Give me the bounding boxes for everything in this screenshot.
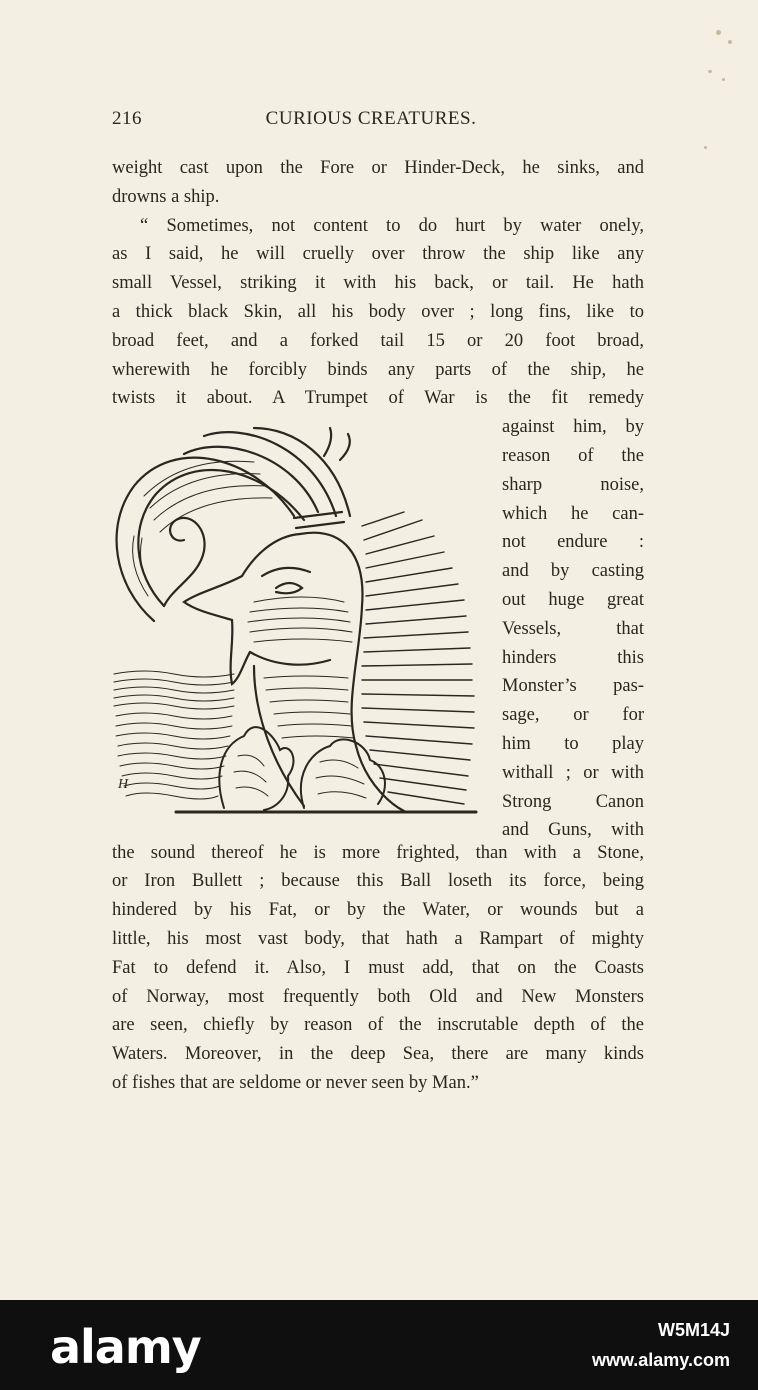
monster-fins xyxy=(219,727,385,810)
text-line: broad feet, and a forked tail 15 or 20 foot broad, xyxy=(112,330,644,351)
side-line: hinders this xyxy=(502,647,644,668)
side-line: Vessels, that xyxy=(502,618,644,639)
foxing-spot xyxy=(722,78,725,81)
text-line: of fishes that are seldome or never seen by Man.” xyxy=(112,1073,479,1093)
side-line: and Guns, with xyxy=(502,820,644,841)
image-id: W5M14J xyxy=(657,1320,730,1340)
foxing-spot xyxy=(716,30,721,35)
side-line: reason of the xyxy=(502,446,644,466)
site-url: www.alamy.com xyxy=(591,1350,730,1370)
side-line: and by casting xyxy=(502,561,644,582)
engraving-drawing xyxy=(104,416,484,820)
side-line: Strong Canon xyxy=(502,791,644,812)
text-line: or Iron Bullett ; because this Ball loseth its force, being xyxy=(112,871,644,892)
text-line: twists it about. A Trumpet of War is the fit remedy xyxy=(112,388,644,409)
text-line: of Norway, most frequently both Old and New Monsters xyxy=(112,986,644,1007)
text-line: the sound thereof he is more frighted, than with a Stone, xyxy=(112,842,644,863)
crest-hatching xyxy=(133,461,272,596)
text-line: a thick black Skin, all his body over ; long fins, like to xyxy=(112,302,644,322)
side-line: which he can- xyxy=(502,503,644,524)
foxing-spot xyxy=(708,70,712,73)
text-line: wherewith he forcibly binds any parts of the ship, he xyxy=(112,359,644,380)
text-line: weight cast upon the Fore or Hinder-Deck, he sinks, and xyxy=(112,158,644,178)
text-line: are seen, chiefly by reason of the inscrutable depth of the xyxy=(112,1015,644,1036)
side-line: sage, or for xyxy=(502,705,644,726)
side-line: withall ; or with xyxy=(502,762,644,783)
side-line: against him, by xyxy=(502,417,644,438)
side-line: sharp noise, xyxy=(502,474,644,495)
monster-head xyxy=(184,533,404,811)
text-line: “ Sometimes, not content to do hurt by water onely, xyxy=(140,215,644,236)
foxing-spot xyxy=(704,146,707,149)
side-line: not endure : xyxy=(502,532,644,553)
page-header xyxy=(112,108,644,134)
side-line: Monster’s pas- xyxy=(502,676,644,697)
watermark-banner xyxy=(0,1300,758,1390)
text-line: hindered by his Fat, or by the Water, or wounds but a xyxy=(112,900,644,921)
head-hatching xyxy=(248,597,354,738)
text-line: small Vessel, striking it with his back, or tail. He hath xyxy=(112,273,644,294)
text-line: little, his most vast body, that hath a Rampart of mighty xyxy=(112,929,644,949)
crest-plume xyxy=(117,428,350,621)
alamy-logo: alamy xyxy=(50,1320,201,1374)
running-title: CURIOUS CREATURES. xyxy=(265,108,477,129)
page-number: 216 xyxy=(112,108,142,129)
text-line: Fat to defend it. Also, I must add, that on the Coasts xyxy=(112,957,644,978)
foxing-spot xyxy=(728,40,732,44)
text-line: Waters. Moreover, in the deep Sea, there are many kinds xyxy=(112,1044,644,1065)
sea-hatching xyxy=(114,671,234,799)
engraver-monogram: H xyxy=(118,777,129,792)
text-line: as I said, he will cruelly over throw the ship like any xyxy=(112,244,644,265)
mane-spines xyxy=(362,512,474,804)
sea-monster-engraving xyxy=(104,416,484,820)
side-line: him to play xyxy=(502,734,644,754)
side-line: out huge great xyxy=(502,590,644,610)
text-line: drowns a ship. xyxy=(112,186,220,207)
